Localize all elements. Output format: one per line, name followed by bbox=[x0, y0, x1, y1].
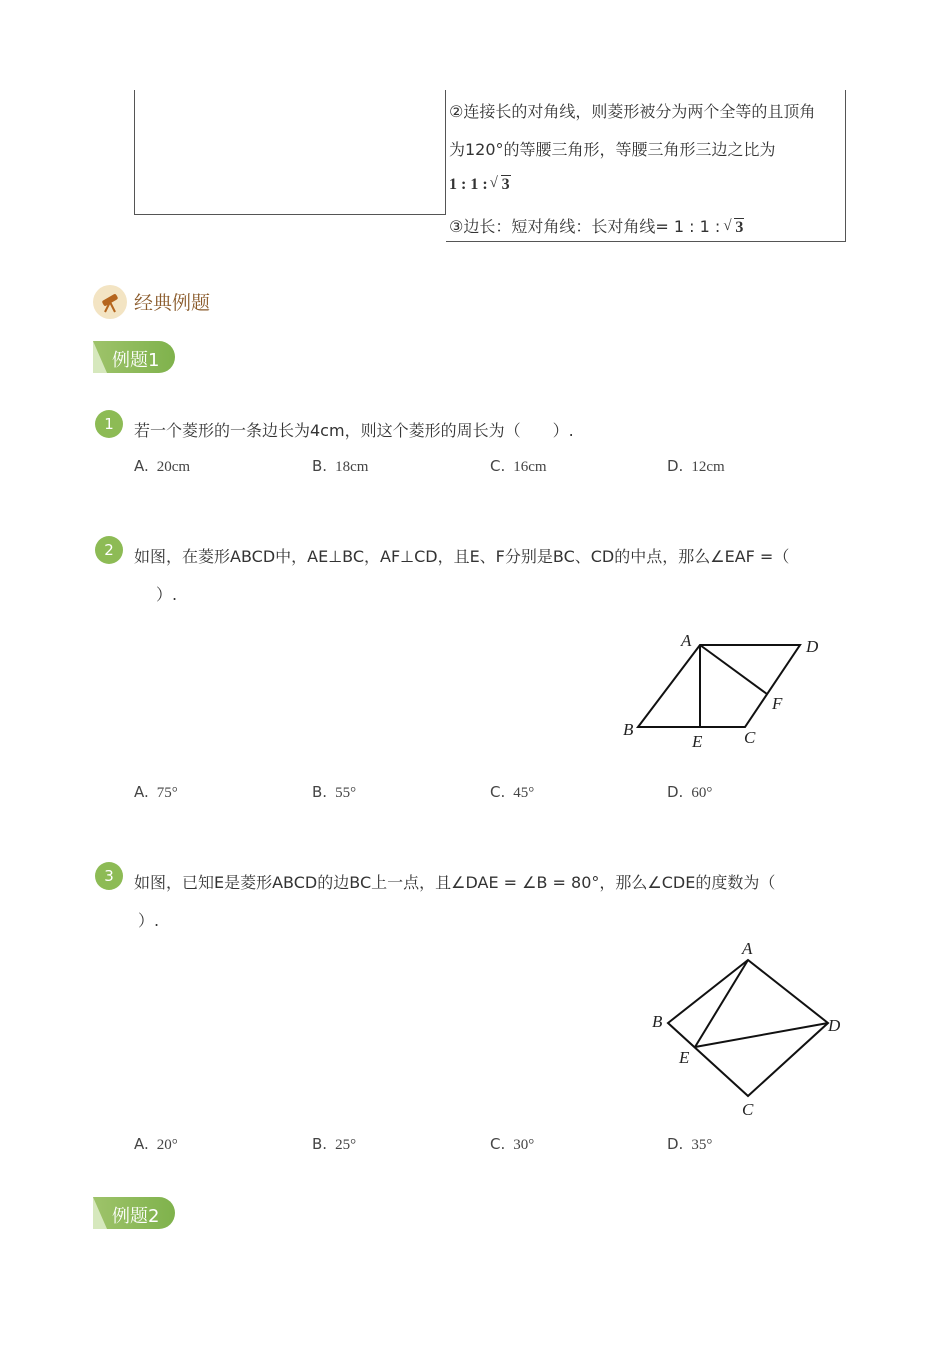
label-d: D bbox=[806, 637, 819, 656]
label-a: A bbox=[681, 631, 692, 650]
sqrt-symbol bbox=[725, 219, 744, 237]
table-line-3 bbox=[449, 176, 511, 194]
option-value: 25° bbox=[335, 1137, 357, 1153]
ratio-text: ③边长：短对角线：长对角线= 1 : 1 : bbox=[449, 217, 726, 236]
ratio-text: 1 : 1 : bbox=[449, 176, 492, 193]
table-line-1: ②连接长的对角线，则菱形被分为两个全等的且顶角 bbox=[449, 102, 816, 121]
table-line-2: 为120°的等腰三角形，等腰三角形三边之比为 bbox=[449, 140, 776, 159]
sqrt-value: 3 bbox=[501, 176, 510, 193]
example-label: 例题2 bbox=[112, 1206, 160, 1227]
label-d: D bbox=[828, 1016, 841, 1035]
option-letter: A. bbox=[134, 457, 149, 475]
option-value: 35° bbox=[691, 1137, 713, 1153]
question-number-badge: 1 bbox=[95, 410, 123, 438]
label-a: A bbox=[742, 939, 753, 958]
option-b[interactable] bbox=[312, 783, 356, 802]
question-text: 如图，在菱形ABCD中，AE⊥BC，AF⊥CD，且E、F分别是BC、CD的中点，那么∠EAF =（ bbox=[134, 547, 790, 566]
option-value: 60° bbox=[691, 785, 713, 801]
label-b: B bbox=[652, 1012, 663, 1031]
telescope-icon bbox=[93, 285, 127, 319]
option-a[interactable] bbox=[134, 1135, 178, 1154]
option-letter: D. bbox=[667, 783, 684, 801]
option-value: 16cm bbox=[513, 459, 547, 475]
option-c[interactable] bbox=[490, 457, 547, 476]
option-value: 20cm bbox=[156, 459, 191, 475]
label-e: E bbox=[692, 732, 703, 751]
table-cell-left bbox=[134, 90, 446, 215]
rhombus-figure-q3 bbox=[645, 935, 850, 1120]
option-letter: D. bbox=[667, 457, 684, 475]
question-number-badge: 3 bbox=[95, 862, 123, 890]
section-title: 经典例题 bbox=[134, 292, 211, 314]
example-tab-2 bbox=[93, 1197, 175, 1229]
option-value: 75° bbox=[156, 785, 178, 801]
segment-de bbox=[695, 1023, 828, 1047]
option-d[interactable] bbox=[667, 1135, 712, 1154]
option-d[interactable] bbox=[667, 783, 712, 802]
option-value: 18cm bbox=[335, 459, 369, 475]
question-text: 若一个菱形的一条边长为4cm，则这个菱形的周长为（ ）. bbox=[134, 421, 574, 440]
option-b[interactable] bbox=[312, 1135, 356, 1154]
question-text: 如图，已知E是菱形ABCD的边BC上一点，且∠DAE = ∠B = 80°，那么∠CDE的度数为（ bbox=[134, 873, 776, 892]
rhombus-outline bbox=[638, 645, 800, 727]
option-letter: A. bbox=[134, 1135, 149, 1153]
option-letter: C. bbox=[490, 1135, 506, 1153]
option-letter: B. bbox=[312, 457, 328, 475]
question-text-continued: ）. bbox=[156, 585, 178, 604]
question-text-continued: ）. bbox=[138, 911, 160, 930]
option-letter: B. bbox=[312, 1135, 328, 1153]
rhombus-figure-q2 bbox=[615, 625, 835, 755]
sqrt-symbol bbox=[492, 176, 511, 194]
label-c: C bbox=[744, 728, 756, 747]
label-f: F bbox=[772, 694, 783, 713]
option-a[interactable] bbox=[134, 783, 178, 802]
label-c: C bbox=[742, 1100, 754, 1119]
option-value: 55° bbox=[335, 785, 357, 801]
segment-af bbox=[700, 645, 767, 694]
sqrt-value: 3 bbox=[735, 219, 744, 236]
option-c[interactable] bbox=[490, 1135, 534, 1154]
option-letter: C. bbox=[490, 457, 506, 475]
option-c[interactable] bbox=[490, 783, 534, 802]
option-value: 30° bbox=[513, 1137, 535, 1153]
example-tab-1 bbox=[93, 341, 175, 373]
option-value: 12cm bbox=[691, 459, 725, 475]
option-value: 45° bbox=[513, 785, 535, 801]
option-d[interactable] bbox=[667, 457, 725, 476]
segment-ae bbox=[695, 960, 748, 1047]
option-letter: A. bbox=[134, 783, 149, 801]
option-letter: B. bbox=[312, 783, 328, 801]
option-letter: D. bbox=[667, 1135, 684, 1153]
tab-accent bbox=[93, 341, 107, 373]
option-value: 20° bbox=[156, 1137, 178, 1153]
option-letter: C. bbox=[490, 783, 506, 801]
option-b[interactable] bbox=[312, 457, 368, 476]
label-b: B bbox=[623, 720, 634, 739]
table-line-4 bbox=[449, 214, 744, 237]
example-label: 例题1 bbox=[112, 350, 160, 371]
question-number-badge: 2 bbox=[95, 536, 123, 564]
label-e: E bbox=[679, 1048, 690, 1067]
option-a[interactable] bbox=[134, 457, 190, 476]
tab-accent bbox=[93, 1197, 107, 1229]
